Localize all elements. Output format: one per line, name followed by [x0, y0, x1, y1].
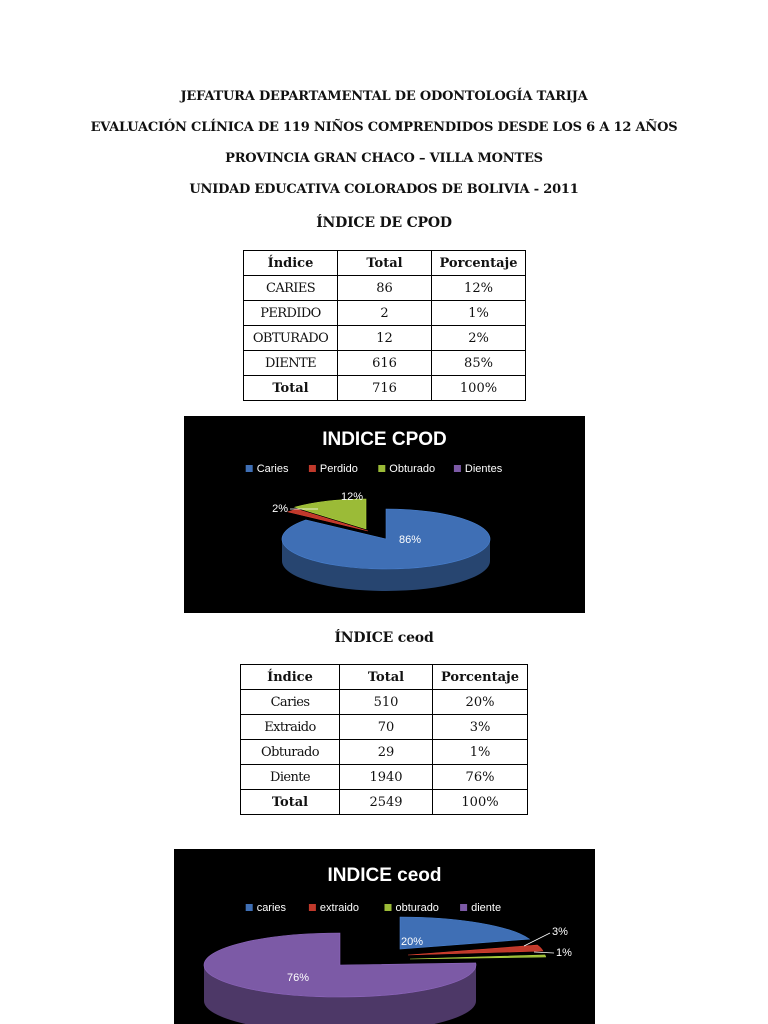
table-cell: Obturado: [241, 740, 340, 765]
ceod-legend-swatch: [460, 904, 467, 911]
table-cell: Total: [241, 790, 340, 815]
column-header: Porcentaje: [433, 665, 528, 690]
table-cell: 2549: [340, 790, 433, 815]
table-total-row: [244, 376, 526, 401]
table-cell: 510: [340, 690, 433, 715]
cpod-data-label: 2%: [272, 503, 288, 515]
cpod-legend-swatch: [454, 465, 461, 472]
table-row: [244, 301, 526, 326]
ceod-data-label: 20%: [400, 936, 424, 948]
ceod-leader-line: [534, 952, 554, 953]
table-cell: 716: [338, 376, 432, 401]
ceod-legend-swatch: [309, 904, 316, 911]
cpod-data-label: 12%: [340, 491, 364, 503]
table-row: [244, 276, 526, 301]
table-cell: 1%: [432, 301, 526, 326]
table-cell: 70: [340, 715, 433, 740]
column-header: Porcentaje: [432, 251, 526, 276]
table-cell: DIENTE: [244, 351, 338, 376]
table-cell: 100%: [432, 376, 526, 401]
ceod-data-label: 1%: [556, 947, 572, 959]
ceod-legend-swatch: [246, 904, 253, 911]
ceod-legend-label: obturado: [395, 902, 439, 914]
ceod-legend-label: caries: [256, 902, 287, 914]
table-row: [241, 715, 528, 740]
cpod-legend-label: Dientes: [464, 463, 503, 475]
table-cell: 76%: [433, 765, 528, 790]
table-cell: 12: [338, 326, 432, 351]
cpod-legend-label: Obturado: [389, 463, 436, 475]
cpod-legend-label: Perdido: [319, 463, 358, 475]
header-line-1: JEFATURA DEPARTAMENTAL DE ODONTOLOGÍA TARIJA: [180, 89, 588, 104]
cpod-legend-label: Caries: [256, 463, 289, 475]
ceod-slice-obturado: [410, 955, 546, 959]
table-cell: 12%: [432, 276, 526, 301]
ceod-section-title: ÍNDICE ceod: [334, 630, 434, 646]
header-line-2: EVALUACIÓN CLÍNICA DE 119 NIÑOS COMPRENDIDOS DESDE LOS 6 A 12 AÑOS: [90, 120, 678, 135]
table-cell: Caries: [241, 690, 340, 715]
cpod-pie-chart: [184, 416, 585, 613]
ceod-pie-svg: [174, 849, 595, 1024]
ceod-legend-label: extraido: [319, 902, 360, 914]
table-row: [241, 765, 528, 790]
table-cell: 85%: [432, 351, 526, 376]
table-cell: OBTURADO: [244, 326, 338, 351]
table-cell: PERDIDO: [244, 301, 338, 326]
table-row: [241, 690, 528, 715]
table-cell: Diente: [241, 765, 340, 790]
table-cell: Total: [244, 376, 338, 401]
column-header: Total: [338, 251, 432, 276]
table-cell: 2: [338, 301, 432, 326]
table-cell: 2%: [432, 326, 526, 351]
cpod-chart-title: INDICE CPOD: [322, 429, 447, 450]
table-cell: 1%: [433, 740, 528, 765]
column-header: Total: [340, 665, 433, 690]
ceod-data-label: 76%: [286, 972, 310, 984]
table-cell: 100%: [433, 790, 528, 815]
table-row: [241, 740, 528, 765]
cpod-legend-swatch: [378, 465, 385, 472]
ceod-legend-label: diente: [471, 902, 502, 914]
ceod-pie-chart: [174, 849, 595, 1024]
table-header-row: [244, 251, 526, 276]
ceod-table: [240, 664, 528, 815]
table-cell: 3%: [433, 715, 528, 740]
table-row: [244, 326, 526, 351]
table-cell: 616: [338, 351, 432, 376]
table-cell: 86: [338, 276, 432, 301]
table-cell: 29: [340, 740, 433, 765]
cpod-pie-svg: [184, 416, 585, 613]
cpod-legend-swatch: [309, 465, 316, 472]
ceod-legend-swatch: [385, 904, 392, 911]
column-header: Índice: [244, 251, 338, 276]
table-cell: Extraido: [241, 715, 340, 740]
ceod-data-label: 3%: [552, 926, 568, 938]
table-header-row: [241, 665, 528, 690]
header-line-4: UNIDAD EDUCATIVA COLORADOS DE BOLIVIA - 2011: [189, 182, 579, 197]
table-row: [244, 351, 526, 376]
cpod-legend-swatch: [246, 465, 253, 472]
cpod-section-title: ÍNDICE DE CPOD: [316, 215, 452, 231]
cpod-data-label: 86%: [398, 534, 422, 546]
table-cell: 20%: [433, 690, 528, 715]
cpod-table: [243, 250, 526, 401]
table-cell: 1940: [340, 765, 433, 790]
table-total-row: [241, 790, 528, 815]
header-line-3: PROVINCIA GRAN CHACO – VILLA MONTES: [225, 151, 543, 166]
column-header: Índice: [241, 665, 340, 690]
ceod-chart-title: INDICE ceod: [327, 865, 442, 886]
table-cell: CARIES: [244, 276, 338, 301]
